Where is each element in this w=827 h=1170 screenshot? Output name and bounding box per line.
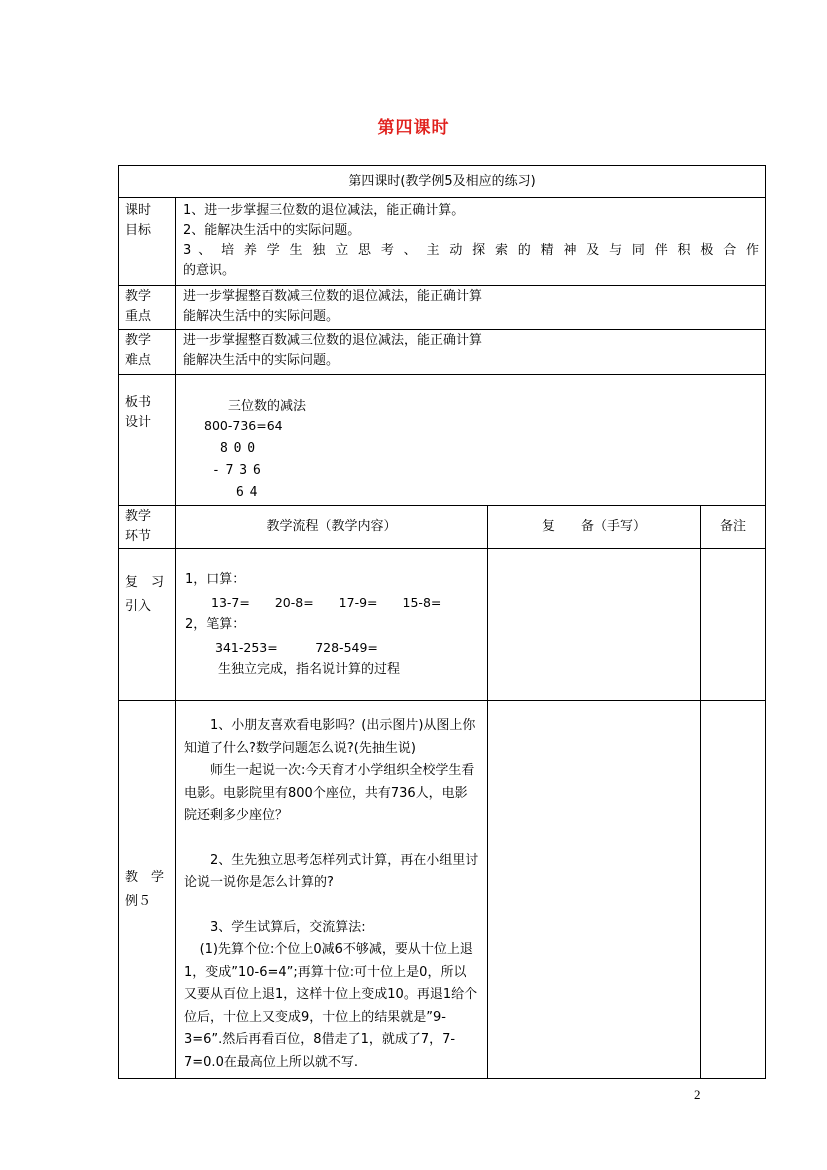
board-vertical-minuend: 8 0 0 — [220, 441, 255, 456]
objective-item: 1、进一步掌握三位数的退位减法，能正确计算。 — [183, 203, 465, 218]
example5-paragraph: 师生一起说一次:今天育才小学组织全校学生看电影。电影院里有800个座位，共有736人，电影院还剩多少座位？ — [184, 763, 475, 823]
prep-column-header: 复 备（手写） — [488, 506, 701, 549]
difficulties-label: 教学 难点 — [119, 330, 176, 375]
review-content — [176, 549, 488, 701]
stage-column-header: 教学 环节 — [119, 506, 176, 549]
board-equation: 800-736=64 — [204, 418, 283, 433]
board-design-row — [119, 375, 766, 506]
review-label: 复 习 引入 — [119, 549, 176, 701]
board-vertical-result: 6 4 — [236, 485, 257, 500]
example5-notes-cell — [701, 701, 766, 1079]
written-title: 2，笔算： — [185, 617, 246, 632]
written-items: 341-253= 728-549= — [215, 639, 378, 655]
example5-content — [176, 701, 488, 1079]
review-row — [119, 549, 766, 701]
review-prep-cell — [488, 549, 701, 701]
key-point-item: 进一步掌握整百数减三位数的退位减法，能正确计算 — [183, 289, 483, 304]
column-header-row — [119, 506, 766, 549]
review-notes-cell — [701, 549, 766, 701]
review-note: 生独立完成，指名说计算的过程 — [218, 662, 401, 677]
key-points-row — [119, 286, 766, 330]
oral-title: 1，口算： — [185, 572, 246, 587]
difficulty-item: 能解决生活中的实际问题。 — [183, 353, 340, 368]
process-column-header: 教学流程（教学内容） — [176, 506, 488, 549]
lesson-heading: 第四课时(教学例5及相应的练习) — [119, 166, 766, 198]
key-points-label: 教学 重点 — [119, 286, 176, 330]
key-point-item: 能解决生活中的实际问题。 — [183, 309, 340, 324]
lesson-plan-table — [118, 165, 766, 1079]
difficulties-row — [119, 330, 766, 375]
example5-row — [119, 701, 766, 1079]
difficulty-item: 进一步掌握整百数减三位数的退位减法，能正确计算 — [183, 333, 483, 348]
objectives-label: 课时 目标 — [119, 198, 176, 286]
example5-paragraph: 1、小朋友喜欢看电影吗？(出示图片)从图上你知道了什么?数学问题怎么说?(先抽生说) — [184, 718, 476, 756]
key-points-content — [176, 286, 766, 330]
board-design-label: 板书 设计 — [119, 375, 176, 506]
objective-item: 2、能解决生活中的实际问题。 — [183, 223, 361, 238]
notes-column-header: 备注 — [701, 506, 766, 549]
board-design-content — [176, 375, 766, 506]
page-number: 2 — [694, 1087, 701, 1102]
difficulties-content — [176, 330, 766, 375]
document-title: 第四课时 — [377, 118, 450, 138]
example5-paragraph: 3、学生试算后，交流算法: — [210, 919, 366, 935]
board-vertical-subtrahend: - 7 3 6 — [212, 463, 260, 478]
example5-label: 教 学 例５ — [119, 701, 176, 1079]
example5-prep-cell — [488, 701, 701, 1079]
objective-item: 的意识。 — [183, 263, 236, 278]
example5-paragraph: (1)先算个位:个位上0减6不够减，要从十位上退1，变成”10-6=4”;再算十位:可十位上是0，所以又要从百位上退1，这样十位上变成10。再退1给个位后，十位上又变成9，十位上的结果就是”9-3=6”.然后再看百位，8借走了1，就成了7，7-7=0.0在最高位上所以就不写. — [184, 942, 478, 1070]
example5-paragraph: 2、生先独立思考怎样列式计算，再在小组里讨论说一说你是怎么计算的? — [184, 852, 479, 890]
oral-items: 13-7= 20-8= 17-9= 15-8= — [211, 594, 442, 610]
board-heading: 三位数的减法 — [228, 399, 307, 414]
objectives-content — [176, 198, 766, 286]
objectives-row — [119, 198, 766, 286]
header-row — [119, 166, 766, 198]
objective-item: 3 、 培 养 学 生 独 立 思 考 、 主 动 探 索 的 精 神 及 与 同 伴 积 极 合 作 — [183, 243, 760, 258]
